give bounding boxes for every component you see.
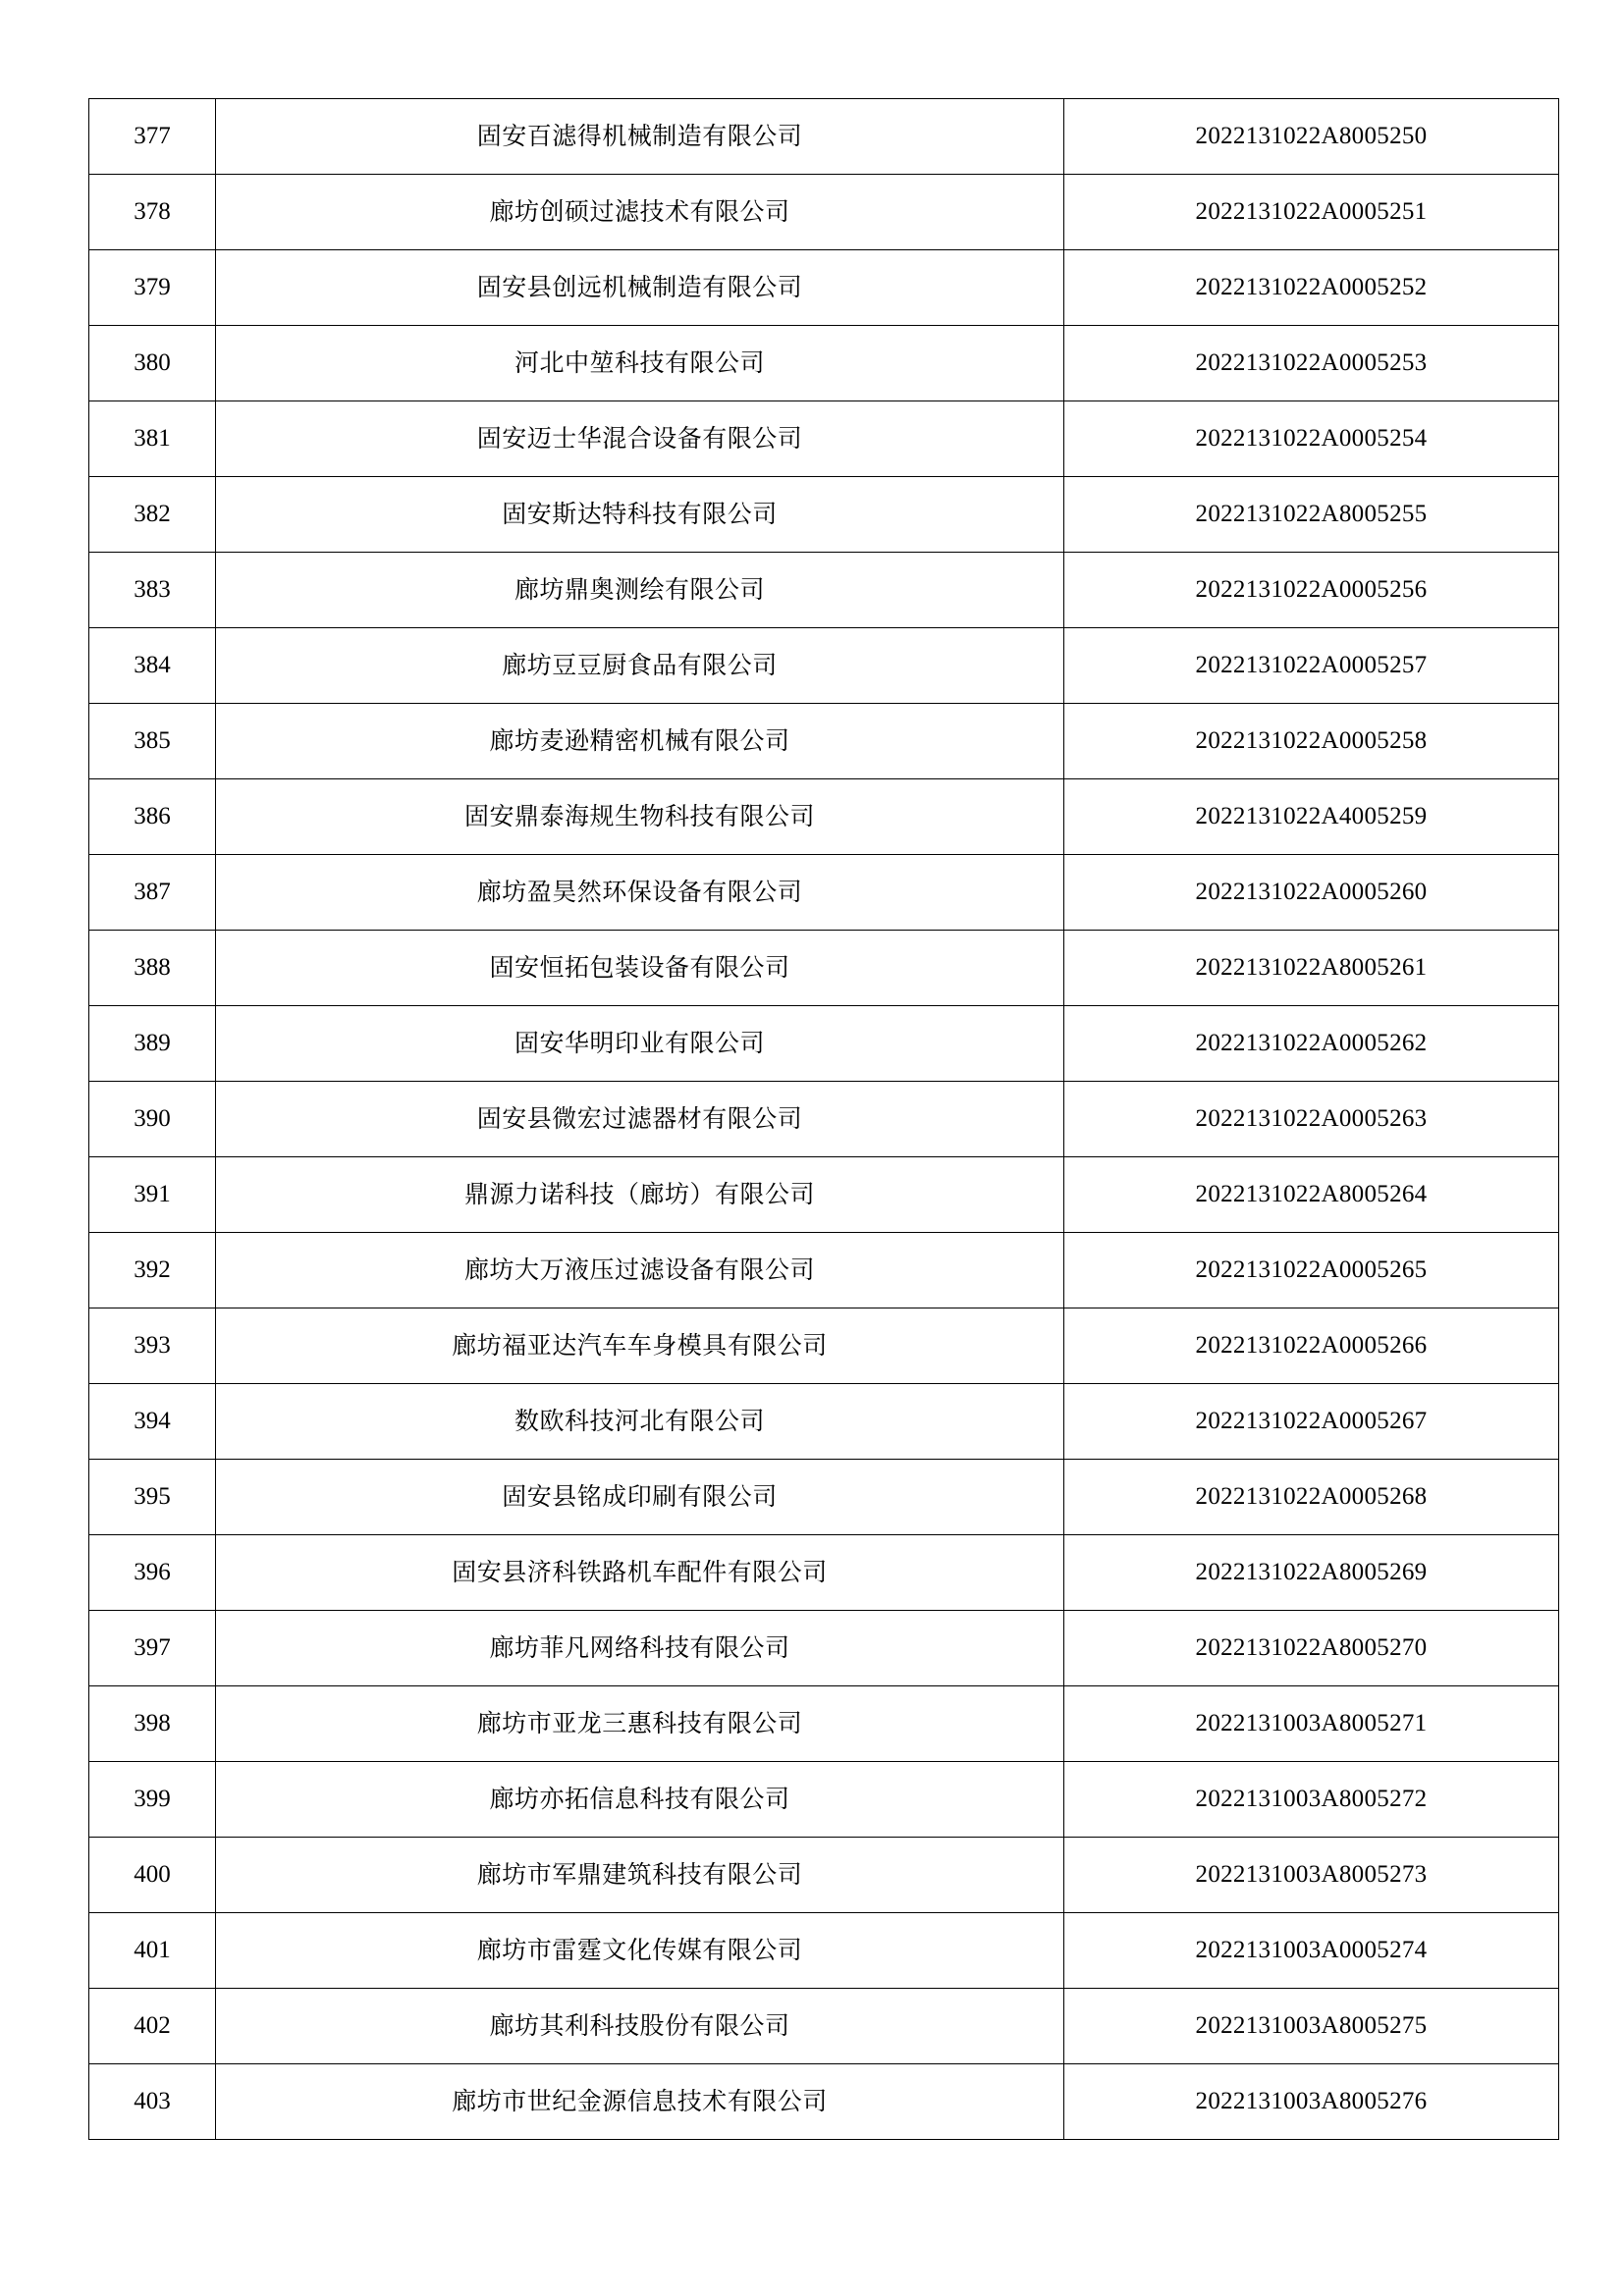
row-index-cell: 389 <box>89 1006 216 1082</box>
table-row <box>89 628 1559 704</box>
certificate-code-cell: 2022131022A0005267 <box>1064 1384 1559 1460</box>
table-row <box>89 250 1559 326</box>
enterprise-name-cell: 数欧科技河北有限公司 <box>216 1384 1064 1460</box>
table-row <box>89 931 1559 1006</box>
enterprise-name-cell: 廊坊市雷霆文化传媒有限公司 <box>216 1913 1064 1989</box>
certificate-code-cell: 2022131022A0005260 <box>1064 855 1559 931</box>
table-row <box>89 1384 1559 1460</box>
certificate-code-cell: 2022131022A0005263 <box>1064 1082 1559 1157</box>
row-index-cell: 399 <box>89 1762 216 1838</box>
row-index-cell: 394 <box>89 1384 216 1460</box>
enterprise-name-cell: 固安迈士华混合设备有限公司 <box>216 401 1064 477</box>
enterprise-name-cell: 廊坊创硕过滤技术有限公司 <box>216 175 1064 250</box>
row-index-cell: 390 <box>89 1082 216 1157</box>
table-row <box>89 1611 1559 1686</box>
enterprise-name-cell: 廊坊福亚达汽车车身模具有限公司 <box>216 1308 1064 1384</box>
row-index-cell: 397 <box>89 1611 216 1686</box>
enterprise-name-cell: 廊坊市亚龙三惠科技有限公司 <box>216 1686 1064 1762</box>
table-row <box>89 1157 1559 1233</box>
table-row <box>89 1838 1559 1913</box>
row-index-cell: 377 <box>89 99 216 175</box>
certificate-code-cell: 2022131003A0005274 <box>1064 1913 1559 1989</box>
table-row <box>89 1989 1559 2064</box>
table-row <box>89 1686 1559 1762</box>
table-row <box>89 1460 1559 1535</box>
certificate-code-cell: 2022131022A0005251 <box>1064 175 1559 250</box>
enterprise-certificate-table <box>88 98 1559 2140</box>
enterprise-name-cell: 廊坊大万液压过滤设备有限公司 <box>216 1233 1064 1308</box>
row-index-cell: 393 <box>89 1308 216 1384</box>
certificate-code-cell: 2022131022A8005261 <box>1064 931 1559 1006</box>
row-index-cell: 395 <box>89 1460 216 1535</box>
table-row <box>89 175 1559 250</box>
table-row <box>89 326 1559 401</box>
table-row <box>89 1913 1559 1989</box>
row-index-cell: 392 <box>89 1233 216 1308</box>
table-row <box>89 1233 1559 1308</box>
certificate-code-cell: 2022131022A8005250 <box>1064 99 1559 175</box>
certificate-code-cell: 2022131003A8005273 <box>1064 1838 1559 1913</box>
certificate-code-cell: 2022131022A0005254 <box>1064 401 1559 477</box>
certificate-code-cell: 2022131022A0005258 <box>1064 704 1559 779</box>
certificate-code-cell: 2022131022A0005268 <box>1064 1460 1559 1535</box>
enterprise-name-cell: 固安斯达特科技有限公司 <box>216 477 1064 553</box>
certificate-code-cell: 2022131022A8005270 <box>1064 1611 1559 1686</box>
table-row <box>89 1082 1559 1157</box>
enterprise-name-cell: 固安华明印业有限公司 <box>216 1006 1064 1082</box>
table-row <box>89 1006 1559 1082</box>
table-row <box>89 855 1559 931</box>
row-index-cell: 402 <box>89 1989 216 2064</box>
table-row <box>89 779 1559 855</box>
enterprise-name-cell: 固安县济科铁路机车配件有限公司 <box>216 1535 1064 1611</box>
row-index-cell: 388 <box>89 931 216 1006</box>
certificate-code-cell: 2022131022A8005255 <box>1064 477 1559 553</box>
table-row <box>89 1762 1559 1838</box>
table-body <box>89 99 1559 2140</box>
row-index-cell: 385 <box>89 704 216 779</box>
table-row <box>89 1535 1559 1611</box>
enterprise-name-cell: 廊坊菲凡网络科技有限公司 <box>216 1611 1064 1686</box>
certificate-code-cell: 2022131022A0005252 <box>1064 250 1559 326</box>
certificate-code-cell: 2022131022A8005269 <box>1064 1535 1559 1611</box>
row-index-cell: 403 <box>89 2064 216 2140</box>
row-index-cell: 386 <box>89 779 216 855</box>
enterprise-name-cell: 河北中堃科技有限公司 <box>216 326 1064 401</box>
table-row <box>89 1308 1559 1384</box>
certificate-code-cell: 2022131022A0005253 <box>1064 326 1559 401</box>
table-row <box>89 2064 1559 2140</box>
row-index-cell: 401 <box>89 1913 216 1989</box>
table-row <box>89 704 1559 779</box>
enterprise-name-cell: 固安县微宏过滤器材有限公司 <box>216 1082 1064 1157</box>
certificate-code-cell: 2022131003A8005275 <box>1064 1989 1559 2064</box>
table-row <box>89 553 1559 628</box>
table-row <box>89 477 1559 553</box>
enterprise-name-cell: 廊坊其利科技股份有限公司 <box>216 1989 1064 2064</box>
enterprise-name-cell: 廊坊市世纪金源信息技术有限公司 <box>216 2064 1064 2140</box>
enterprise-name-cell: 廊坊鼎奥测绘有限公司 <box>216 553 1064 628</box>
row-index-cell: 396 <box>89 1535 216 1611</box>
certificate-code-cell: 2022131022A0005266 <box>1064 1308 1559 1384</box>
enterprise-name-cell: 廊坊市军鼎建筑科技有限公司 <box>216 1838 1064 1913</box>
row-index-cell: 400 <box>89 1838 216 1913</box>
row-index-cell: 387 <box>89 855 216 931</box>
enterprise-name-cell: 固安百滤得机械制造有限公司 <box>216 99 1064 175</box>
certificate-code-cell: 2022131022A0005262 <box>1064 1006 1559 1082</box>
row-index-cell: 384 <box>89 628 216 704</box>
certificate-code-cell: 2022131022A0005256 <box>1064 553 1559 628</box>
row-index-cell: 380 <box>89 326 216 401</box>
enterprise-name-cell: 廊坊亦拓信息科技有限公司 <box>216 1762 1064 1838</box>
enterprise-name-cell: 固安县创远机械制造有限公司 <box>216 250 1064 326</box>
row-index-cell: 381 <box>89 401 216 477</box>
enterprise-name-cell: 廊坊豆豆厨食品有限公司 <box>216 628 1064 704</box>
certificate-code-cell: 2022131022A0005257 <box>1064 628 1559 704</box>
enterprise-name-cell: 廊坊盈昊然环保设备有限公司 <box>216 855 1064 931</box>
enterprise-name-cell: 固安县铭成印刷有限公司 <box>216 1460 1064 1535</box>
enterprise-name-cell: 固安鼎泰海规生物科技有限公司 <box>216 779 1064 855</box>
certificate-code-cell: 2022131022A8005264 <box>1064 1157 1559 1233</box>
certificate-code-cell: 2022131022A0005265 <box>1064 1233 1559 1308</box>
enterprise-name-cell: 鼎源力诺科技（廊坊）有限公司 <box>216 1157 1064 1233</box>
enterprise-name-cell: 廊坊麦逊精密机械有限公司 <box>216 704 1064 779</box>
row-index-cell: 379 <box>89 250 216 326</box>
certificate-code-cell: 2022131022A4005259 <box>1064 779 1559 855</box>
certificate-code-cell: 2022131003A8005276 <box>1064 2064 1559 2140</box>
row-index-cell: 382 <box>89 477 216 553</box>
row-index-cell: 383 <box>89 553 216 628</box>
row-index-cell: 378 <box>89 175 216 250</box>
row-index-cell: 398 <box>89 1686 216 1762</box>
certificate-code-cell: 2022131003A8005271 <box>1064 1686 1559 1762</box>
table-row <box>89 401 1559 477</box>
row-index-cell: 391 <box>89 1157 216 1233</box>
table-row <box>89 99 1559 175</box>
enterprise-name-cell: 固安恒拓包装设备有限公司 <box>216 931 1064 1006</box>
certificate-code-cell: 2022131003A8005272 <box>1064 1762 1559 1838</box>
